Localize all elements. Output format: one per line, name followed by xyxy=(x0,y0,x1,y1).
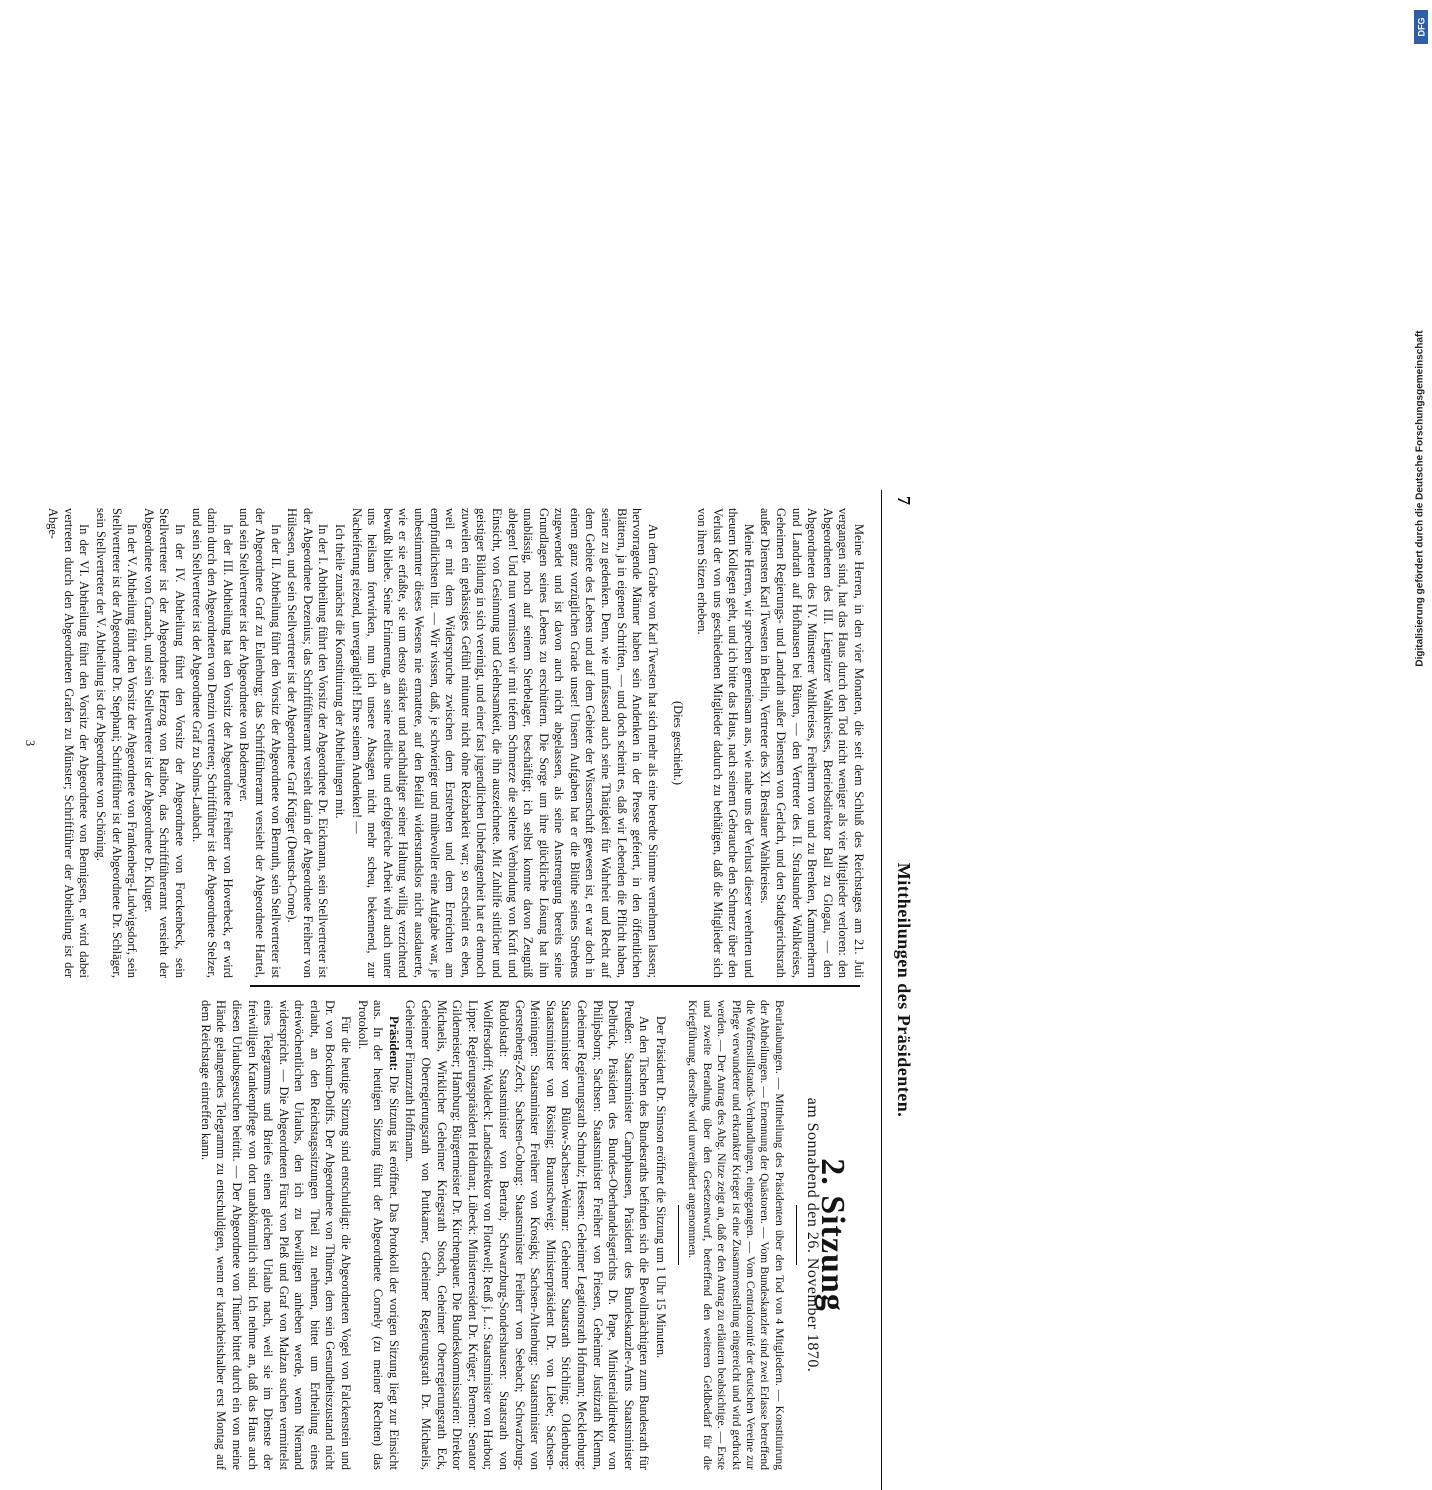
paragraph: Meine Herren, wir sprechen gemeinsam aus, wie nahe uns der Verlust dieser verehrten und theuern Kollegen geht, und ich bitte das Haus, nach seinem Gebrauche den Schmerz über den Verlust der von uns geschiedenen Mitglieder dadurch zu bethätigen, daß die Mitglieder sich von ihren Sitzen erheben. xyxy=(695,508,756,978)
sitting-date: am Sonnabend den 26. November 1870. xyxy=(804,1097,822,1373)
paragraph: In der III. Abtheilung hat den Vorsitz der Abgeordnete Freiherr von Hoverbeck, er wird darin durch den Abgeordneten von Denzin vertreten; Schriftführer ist der Abgeordnete Stelzer, und sein Stellvertreter ist der Abgeordnete Graf zu Solms-Laubach. xyxy=(189,508,235,978)
dfg-logo: DFG xyxy=(1414,10,1428,44)
paragraph: Der Präsident Dr. Simson eröffnet die Sitzung um 1 Uhr 15 Minuten. xyxy=(653,1016,668,1359)
left-column xyxy=(196,1000,866,1470)
document-page xyxy=(0,490,926,1490)
president-paragraph xyxy=(354,1000,401,1470)
stage-direction: (Dies geschieht.) xyxy=(671,701,686,785)
paragraph: An den Tischen des Bundesraths befinden sich die Bevollmächtigten zum Bundesrath für Preußen: Staatsminister Camphausen, Präsident des Bundeskanzler-Amts Staatsminister Delbrück, Präsident des Bundes-Oberhandelsgerichts Dr. Pape, Ministerialdirektor von Philipsborn; Sachsen: Staatsminister Freiherr von Friesen, Geheimer Justizrath Klemm, Geheimer Regierungsrath Schmalz; Hessen: Geheimer Legationsrath Hofmann; Mecklenburg: Staatsminister von Bülow-Sachsen-Weimar: Geheimer Staatsrath Stichling; Oldenburg: Staatsminister von Rössing; Braunschweig: Ministerpräsident Dr. von Liebe; Sachsen-Meiningen: Staatsminister Freiherr von Krosigk; Sachsen-Altenburg: Staatsminister von Gerstenberg-Zech; Sachsen-Coburg: Staatsminister Freiherr von Seebach; Schwarzburg-Rudolstadt: Staatsminister von Bertrab; Schwarzburg-Sondershausen: Staatsrath von Wolffersdorff; Waldeck: Landesdirektor von Flottwell; Reuß j. L.: Staatsminister von Harbou; Lippe: Regierungspräsident Heldman; Lübeck: Ministerresident Dr. Krüger; Bremen: Senator Gildemeister; Hamburg: Bürgermeister Dr. Kirchenpauer. Die Bundeskommissarien: Direktor Michaelis, Wirklicher Geheimer Kriegsrath Stosch, Geheimer Oberregierungsrath Eck, Geheimer Oberregierungsrath von Puttkamer, Geheimer Regierungsrath Dr. Michaelis, Geheimer Finanzrath Hoffmann. xyxy=(403,1000,652,1470)
catchword: 3 xyxy=(22,739,37,747)
paragraph: In der IV. Abtheilung führt den Vorsitz der Abgeordnete von Forckenbeck, sein Stellvertreter ist der Abgeordnete Herzog von Ratibor, das Schriftführeramt versieht der Abgeordnete von Cranach, und sein Stellvertreter ist der Abgeordnete Dr. Kluger. xyxy=(141,508,188,978)
right-column xyxy=(11,508,866,978)
paragraph: In der I. Abtheilung führt den Vorsitz der Abgeordnete Dr. Eickmann, sein Stellvertreter ist der Abgeordnete Dezenius; das Schriftführeramt versieht darin der Abgeordnete Freiherr von Hülsesen, und sein Stellvertreter ist der Abgeordnete Graf Krüger (Deutsch-Crone). xyxy=(285,508,331,978)
paragraph: Meine Herren, in den vier Monaten, die seit dem Schluß des Reichstages am 21. Juli vergangen sind, hat das Haus durch den Tod nicht weniger als vier Mitglieder verloren: den Abgeordneten des III. Liegnitzer Wahlkreises, Betriebsdirektor Ball zu Glogau, — den Abgeordneten des IV. Münsterer Wahlkreises, Freiherrn von und zu Brenken, Kammerherrn und Landrath auf Hofhausen bei Büren, — den Vertreter des II. Stralsunder Wahlkreises, Geheimen Regierungs- und Landrath außer Diensten von Gerlach, und den Stadtgerichtsrath außer Diensten Karl Twesten in Berlin, Vertreter des XI. Breslauer Wahlkreises. xyxy=(758,508,866,978)
sitting-title: 2. Sitzung xyxy=(814,1158,851,1312)
paragraph: In der V. Abtheilung führt den Vorsitz der Abgeordnete von Frankenberg-Ludwigsdorf, sein Stellvertreter ist der Abgeordnete Dr. Stephani; Schriftführer ist der Abgeordnete Dr. Schläger, sein Stellvertreter der V. Abtheilung ist der Abgeordnete von Schöning. xyxy=(94,508,140,978)
column-divider xyxy=(250,985,860,987)
agenda-summary: Beurlaubungen. — Mittheilung des Präsidenten über den Tod von 4 Mitgliedern. — Konstituirung der Abtheilungen. — Ernennung der Quästoren. — Vom Bundeskanzler sind zwei Erlasse betreffend die Waffenstillstands-Verhandlungen, eingegangen. — Vom Centralcomité der deutschen Vereine zur Pflege verwundeter und erkrankter Krieger ist eine Zusammenstellung eingereicht und wird gedruckt werden. — Der Antrag des Abg. Nitze zeigt an, daß er den Antrag zu erläutern beabsichtige. — Erste und zweite Berathung über den Gesetzentwurf, betreffend den weiteren Geldbedarf für die Kriegführung, derselbe wird unverändert angenommen. xyxy=(686,1000,786,1470)
running-head: Mittheilungen des Präsidenten. xyxy=(894,862,914,1118)
speaker-label: Präsident: xyxy=(386,1016,401,1072)
paragraph: Für die heutige Sitzung sind entschuldigt: die Abgeordneten Vogel von Falckenstein und Dr. von Bockum-Dolffs. Der Abgeordnete von Thünen, dem sein Gesundheitszustand nicht erlaubt, an den Reichstagssitzungen Theil zu nehmen, bittet um Ertheilung eines dreiwöchentlichen Urlaubs, den ich zu bewilligen anheben werde, wenn Niemand widerspricht. — Die Abgeordneten Fürst von Pleß und Graf von Malzan suchen vermittelst eines Telegramms und Briefes einen gleichen Urlaub nach, weil sie im Dienste der freiwilligen Krankenpflege von dort unabkömmlich sind. Ich nehme an, daß das Haus auch diesen Urlaubsgesuchen beitritt. — Der Abgeordnete von Thüner bittet durch ein von meine Hände gelangendes Telegramm zu entschuldigen, wenn er krankheitshalber erst Montag auf dem Reichstage eintreffen kann. xyxy=(198,1000,354,1470)
paragraph: In der VI. Abtheilung führt den Vorsitz der Abgeordnete von Bennigsen, er wird dabei vertreten durch den Abgeordneten Grafen zu Münster; Schriftführer der Abtheilung ist der Abge- xyxy=(46,508,92,978)
paragraph: In der II. Abtheilung führt den Vorsitz der Abgeordnete von Bernuth, sein Stellvertreter ist der Abgeordnete Graf zu Eulenburg; das Schriftführeramt versieht der Abgeordnete Hartel, und sein Stellvertreter ist der Abgeordnete von Bodemeyer. xyxy=(237,508,283,978)
agenda-rule xyxy=(678,1205,679,1265)
page-number: 7 xyxy=(894,496,914,505)
digitization-note: Digitalisierung gefördert durch die Deutsche Forschungsgemeinschaft xyxy=(1414,329,1426,667)
paragraph: Ich theile zunächst die Konstituirung der Abtheilungen mit. xyxy=(333,524,347,819)
paragraph: An dem Grabe von Karl Twesten hat sich mehr als eine beredte Stimme vernehmen lassen; hervorragende Männer haben sein Andenken in der Presse gefeiert, in den öffentlichen Blättern, ja in eigenen Schriften, — und doch scheint es, daß wir Lebenden die Pflicht haben, seiner zu gedenken. Denn, wie umfassend auch seine Thätigkeit für Wahrheit und Recht auf dem Gebiete des Lebens und auf dem Gebiete der Wissenschaft gewesen ist, er war doch in einem ganz vorzüglichen Grade unser! Unsern Aufgaben hat er die Blüthe seines Strebens zugewendet und ist davon auch nicht abgelassen, als seine Anstrengung bereits seine Grundlagen seines Lebens zu erschüttern. Die Sorge um ihre glückliche Lösung hat ihn unablässig, noch auf seinem Sterbelager, beschäftigt; ich selbst konnte davon Zeugniß ablegen! Und nun vermissen wir mit tiefem Schmerze die seltene Verbindung von Kraft und Einsicht, von Gesinnung und Gelehrsamkeit, die ihn auszeichnete. Mit Zuhilfe sittlicher und geistiger Bildung in sich vereinigt, und einer fast jugendlichen Unbefangenheit hat er dennoch zuweilen ein gehässiges Gefühl mitunter nicht ohne Reizbarkeit war; so erscheint es eben, weil er mit dem Widerspruche zwischen dem Erstrebten und dem Erreichten am empfindlichsten litt. — Wir wissen, daß, je schwieriger und mühevoller eine Aufgabe war, je unbestimmter dieses Wesens nie ermattete, auf den Beifall widerstandslos nicht ausdauerte, wie er sie erfaßte, sie um desto stärker und nachhaltiger seiner Haltung willig verzichtend bewußt bliebe. Seine Erinnerung, an seine redliche und erfolgreiche Arbeit wird auch unter uns heilsam fortwirken, nun ich unsere Absagen nicht mehr scheu, bekennend, zur Nacheiferung reizend, unvergänglich! Ehre seinem Andenken! — xyxy=(349,508,660,978)
page-header xyxy=(881,490,926,1490)
speaker-text: Die Sitzung ist eröffnet. Das Protokoll der vorigen Sitzung liegt zur Einsicht aus. In der heutigen Sitzung führt der Abgeordnete Cornely (zu meiner Rechten) das Protokoll. xyxy=(355,1000,401,1470)
title-rule xyxy=(796,1205,797,1265)
